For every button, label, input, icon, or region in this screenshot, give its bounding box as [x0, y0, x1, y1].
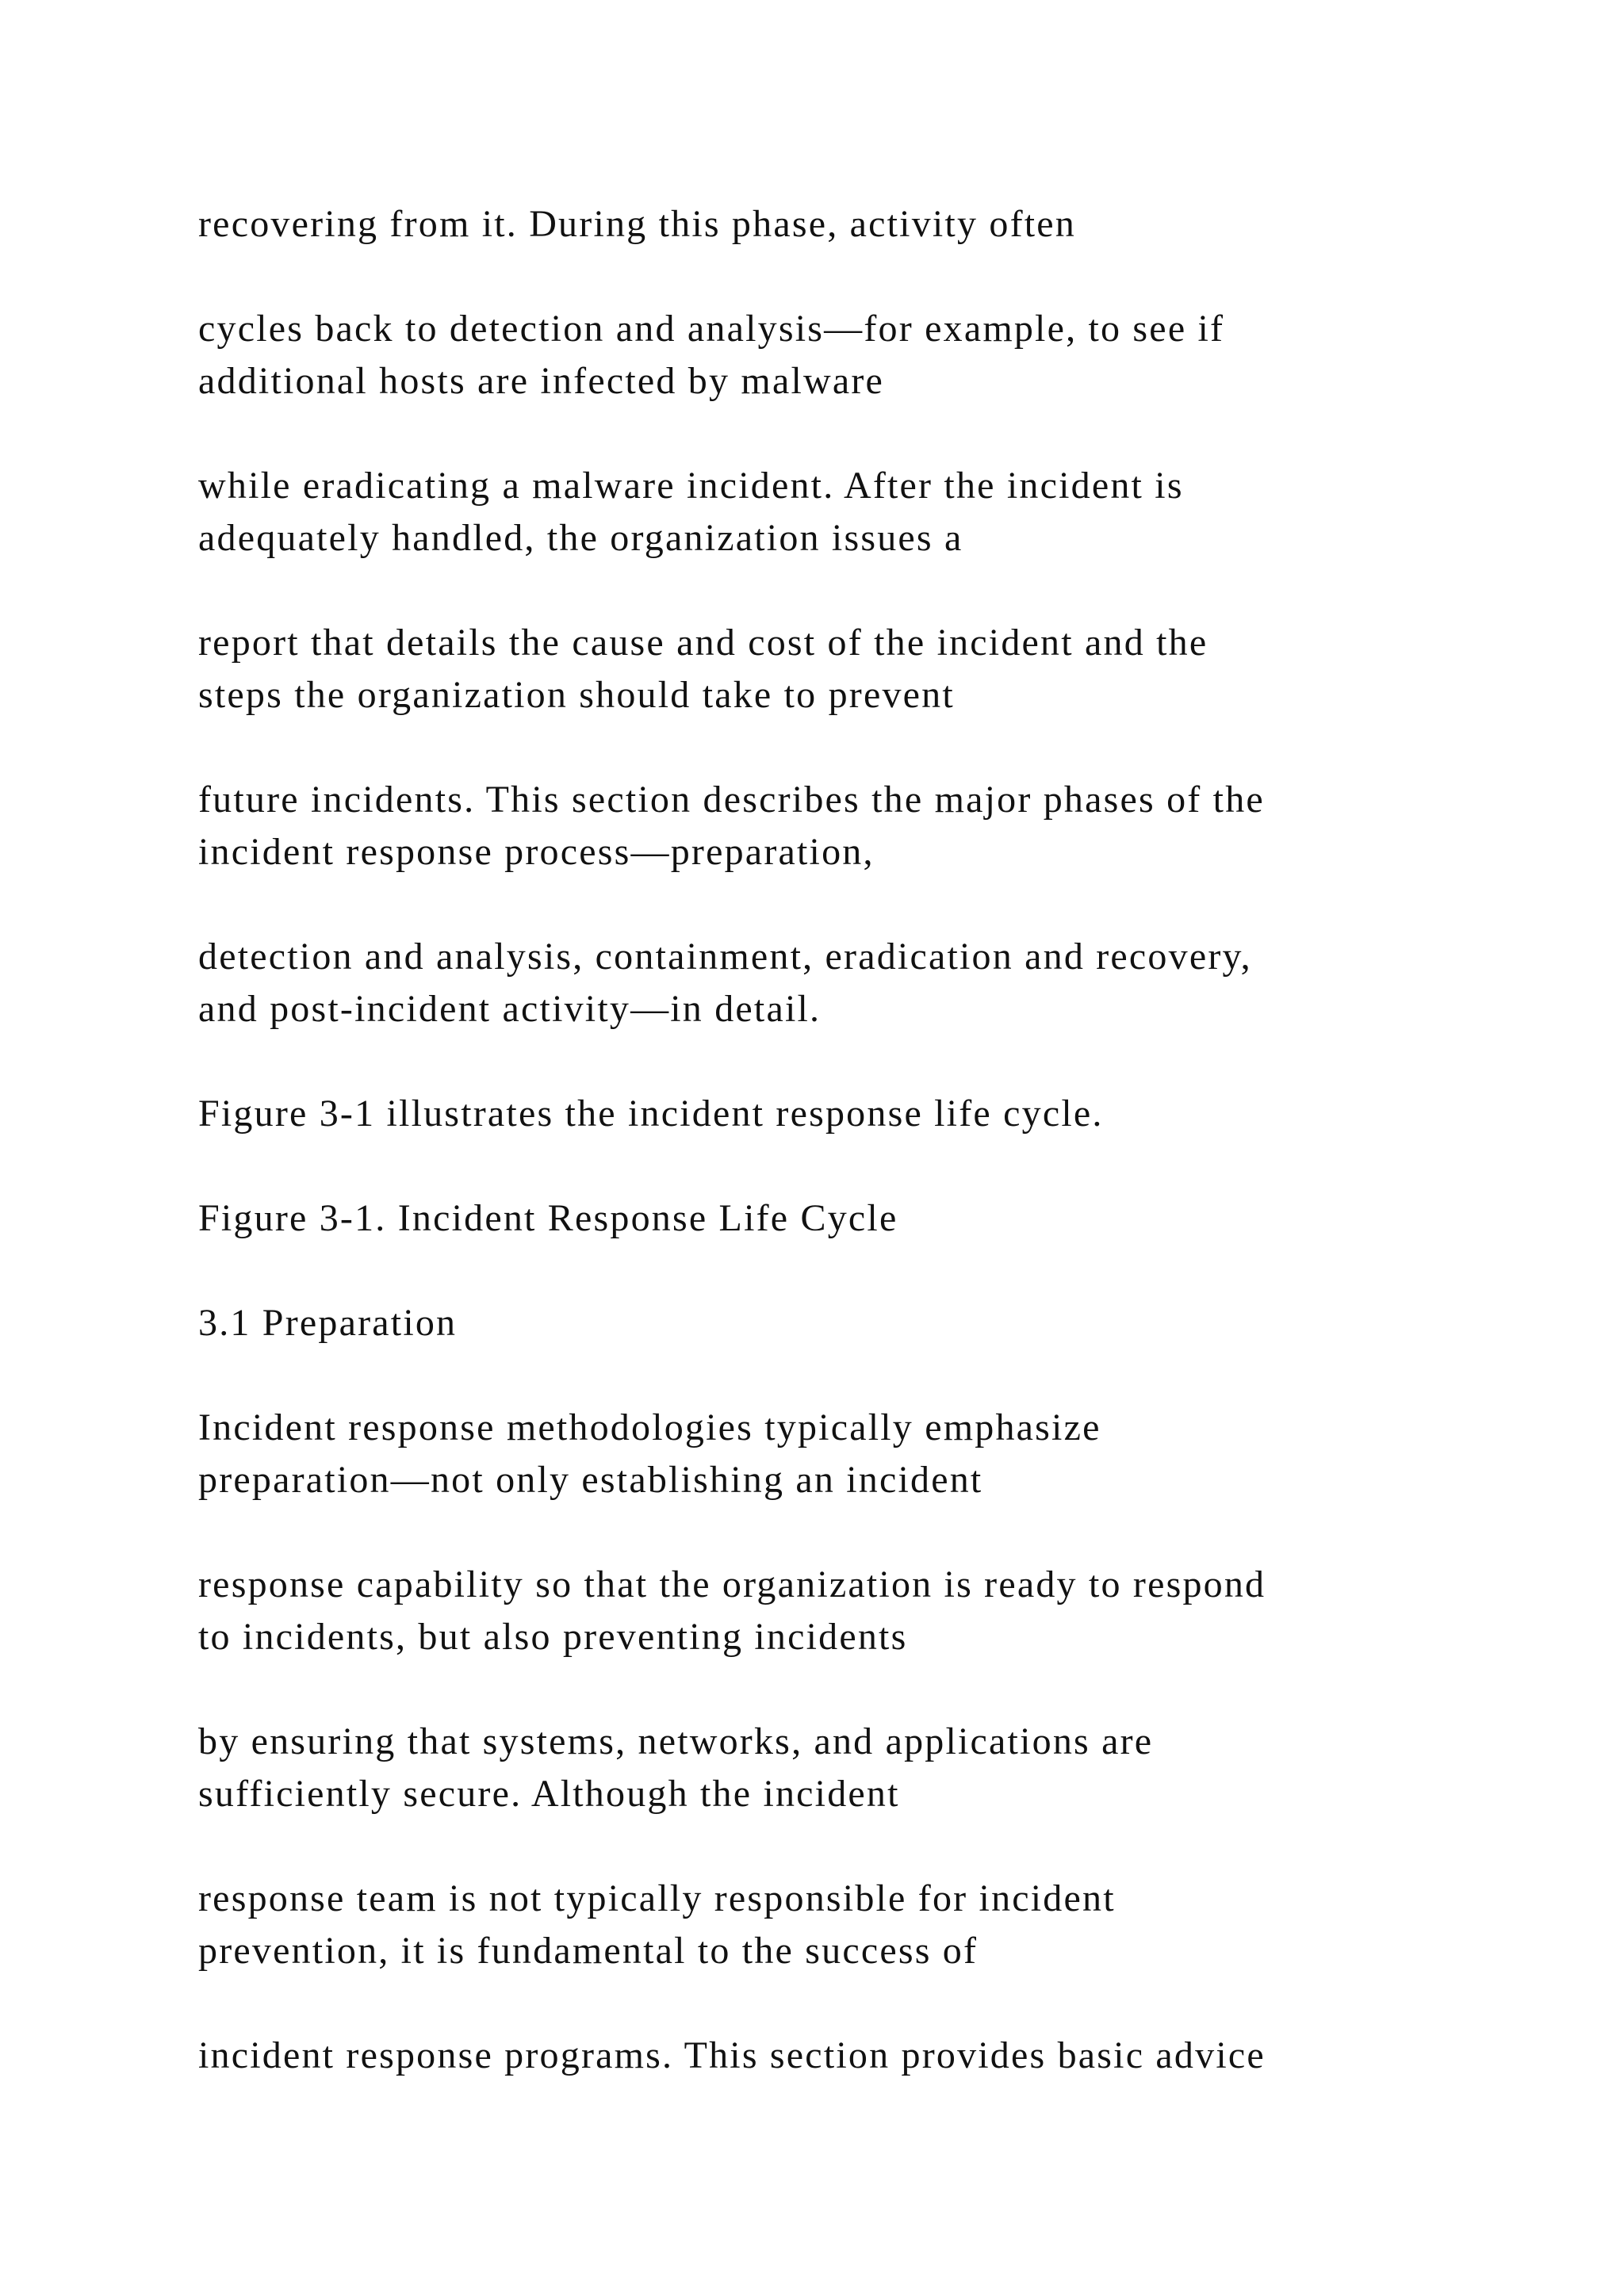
text-line: cycles back to detection and analysis—for example, to see if: [198, 308, 1225, 350]
paragraph-1: [198, 198, 1076, 251]
figure-caption: [198, 1192, 898, 1245]
text-line: detection and analysis, containment, eradication and recovery,: [198, 936, 1252, 978]
text-line: and post-incident activity—in detail.: [198, 988, 822, 1030]
text-line: report that details the cause and cost of the incident and the: [198, 622, 1208, 664]
paragraph-4: [198, 617, 1208, 721]
section-heading: [198, 1297, 457, 1349]
text-line: to incidents, but also preventing incidents: [198, 1616, 908, 1658]
text-line: sufficiently secure. Although the incident: [198, 1773, 900, 1815]
paragraph-3: [198, 460, 1184, 564]
paragraph-2: [198, 303, 1224, 408]
text-line: 3.1 Preparation: [198, 1302, 458, 1344]
paragraph-5: [198, 774, 1265, 878]
paragraph-6: [198, 931, 1252, 1035]
figure-reference: [198, 1088, 1104, 1140]
text-line: prevention, it is fundamental to the success of: [198, 1930, 979, 1972]
text-line: additional hosts are infected by malware: [198, 360, 885, 402]
text-line: preparation—not only establishing an incident: [198, 1459, 983, 1501]
text-line: by ensuring that systems, networks, and applications are: [198, 1720, 1154, 1762]
text-line: incident response programs. This section provides basic advice: [198, 2034, 1266, 2076]
text-line: steps the organization should take to prevent: [198, 674, 955, 716]
paragraph-9: [198, 1716, 1153, 1820]
text-line: response team is not typically responsible for incident: [198, 1877, 1116, 1919]
paragraph-7: [198, 1402, 1101, 1506]
paragraph-10: [198, 1873, 1116, 1977]
text-line: Incident response methodologies typically emphasize: [198, 1406, 1101, 1448]
text-line: adequately handled, the organization issues a: [198, 517, 963, 559]
text-line: response capability so that the organization is ready to respond: [198, 1563, 1266, 1605]
text-line: Figure 3-1. Incident Response Life Cycle: [198, 1197, 898, 1239]
text-line: while eradicating a malware incident. After the incident is: [198, 465, 1184, 507]
paragraph-11: [198, 2030, 1266, 2082]
paragraph-8: [198, 1559, 1266, 1663]
text-line: recovering from it. During this phase, activity often: [198, 203, 1076, 245]
text-line: future incidents. This section describes the major phases of the: [198, 779, 1265, 821]
text-line: incident response process—preparation,: [198, 831, 875, 873]
text-line: Figure 3-1 illustrates the incident response life cycle.: [198, 1093, 1104, 1135]
